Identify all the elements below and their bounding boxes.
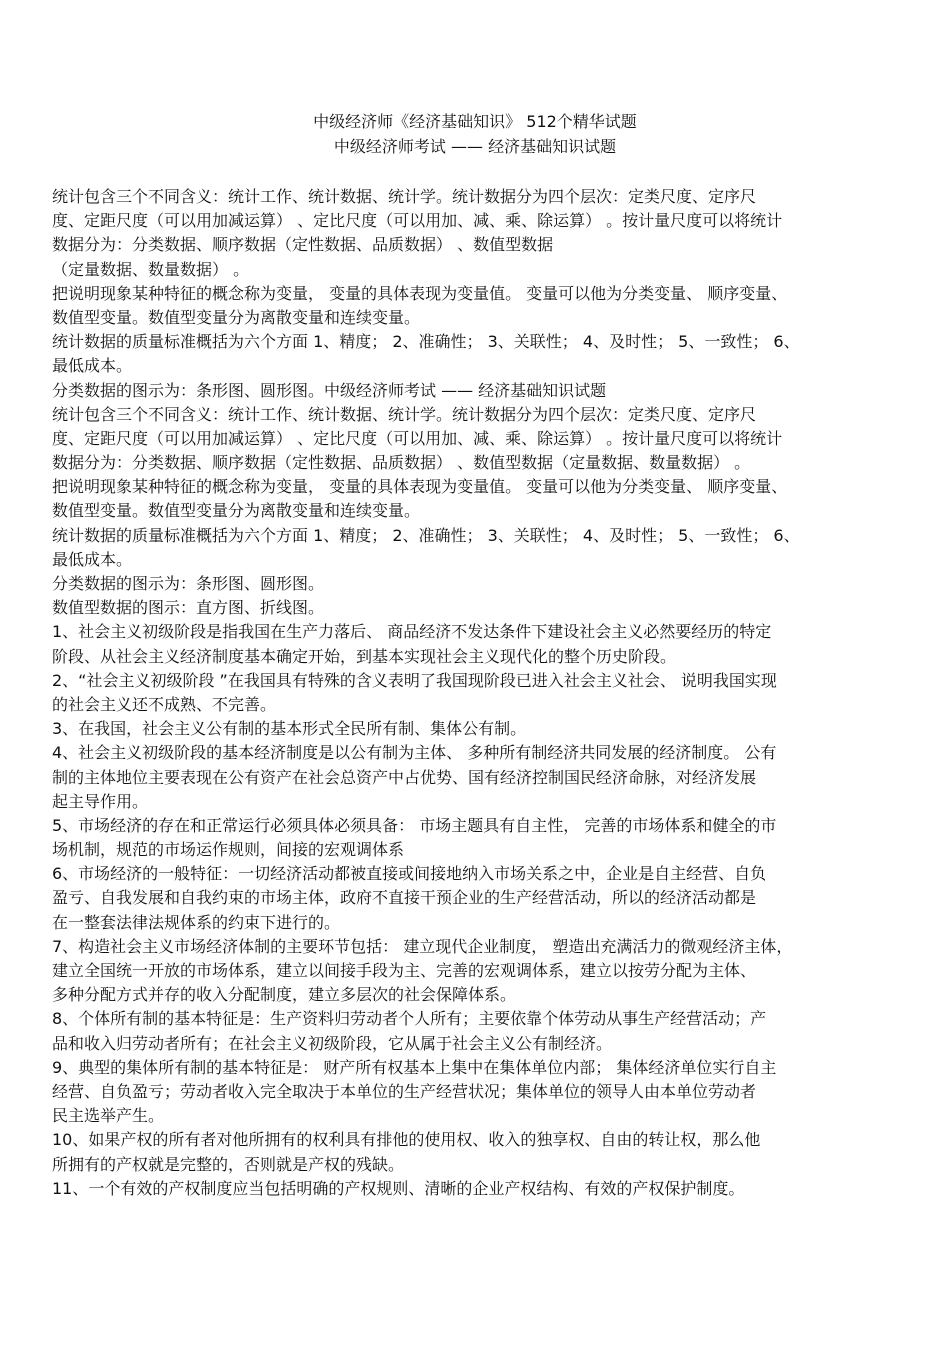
text-line: 4、社会主义初级阶段的基本经济制度是以公有制为主体、 多种所有制经济共同发展的经济制度。 公有 xyxy=(52,743,777,763)
text-line: 最低成本。 xyxy=(52,356,133,376)
text-line: 统计包含三个不同含义：统计工作、统计数据、统计学。统计数据分为四个层次：定类尺度、定序尺 xyxy=(52,187,757,206)
text-line: 的社会主义还不成熟、不完善。 xyxy=(52,694,277,714)
text-line: 2、“社会主义初级阶段 ”在我国具有特殊的含义表明了我国现阶段已进入社会主义社会、 说明我国实现 xyxy=(52,670,777,690)
text-line: 7、构造社会主义市场经济体制的主要环节包括： 建立现代企业制度， 塑造出充满活力的微观经济主体， xyxy=(52,936,793,956)
text-line: 数据分为：分类数据、顺序数据（定性数据、品质数据） 、数值型数据（定量数据、数量数据） 。 xyxy=(52,453,751,473)
text-line: 多种分配方式并存的收入分配制度，建立多层次的社会保障体系。 xyxy=(52,985,517,1005)
text-line: （定量数据、数量数据） 。 xyxy=(52,259,250,279)
text-line: 盈亏、自我发展和自我约束的市场主体，政府不直接干预企业的生产经营活动，所以的经济活动都是 xyxy=(52,888,757,908)
text-line: 11、一个有效的产权制度应当包括明确的产权规则、清晰的企业产权结构、有效的产权保护制度。 xyxy=(52,1178,745,1198)
text-line: 统计包含三个不同含义：统计工作、统计数据、统计学。统计数据分为四个层次：定类尺度、定序尺 xyxy=(52,404,757,424)
text-line: 数值型变量。数值型变量分为离散变量和连续变量。 xyxy=(52,501,421,521)
document-subtitle: 中级经济师考试 —— 经济基础知识试题 xyxy=(333,137,617,156)
text-line: 把说明现象某种特征的概念称为变量， 变量的具体表现为变量值。 变量可以他为分类变量、 顺序变量、 xyxy=(52,283,788,303)
text-line: 所拥有的产权就是完整的，否则就是产权的残缺。 xyxy=(52,1154,405,1174)
text-line: 度、定距尺度（可以用加减运算） 、定比尺度（可以用加、减、乘、除运算） 。按计量尺度可以将统计 xyxy=(52,428,783,448)
text-line: 民主选举产生。 xyxy=(52,1106,165,1126)
text-line: 场机制，规范的市场运作规则，间接的宏观调体系 xyxy=(52,840,405,860)
text-line: 品和收入归劳动者所有；在社会主义初级阶段，它从属于社会主义公有制经济。 xyxy=(52,1033,613,1053)
text-line: 度、定距尺度（可以用加减运算） 、定比尺度（可以用加、减、乘、除运算） 。按计量尺度可以将统计 xyxy=(52,211,783,231)
text-line: 5、市场经济的存在和正常运行必须具体必须具备： 市场主题具有自主性， 完善的市场体系和健全的市 xyxy=(52,815,777,835)
text-line: 经营、自负盈亏；劳动者收入完全取决于本单位的生产经营状况；集体单位的领导人由本单位劳动者 xyxy=(52,1081,757,1101)
text-line: 6、市场经济的一般特征：一切经济活动都被直接或间接地纳入市场关系之中，企业是自主经营、自负 xyxy=(52,864,767,884)
text-line: 把说明现象某种特征的概念称为变量， 变量的具体表现为变量值。 变量可以他为分类变量、 顺序变量、 xyxy=(52,477,788,497)
text-line: 统计数据的质量标准概括为六个方面 1、精度； 2、准确性； 3、关联性； 4、及时性； 5、一致性； 6、 xyxy=(52,525,800,545)
text-line: 建立全国统一开放的市场体系，建立以间接手段为主、完善的宏观调体系，建立以按劳分配为主体、 xyxy=(52,961,757,980)
text-line: 起主导作用。 xyxy=(52,791,149,811)
text-line: 数值型变量。数值型变量分为离散变量和连续变量。 xyxy=(52,307,421,327)
text-line: 最低成本。 xyxy=(52,549,133,569)
text-line: 分类数据的图示为：条形图、圆形图。中级经济师考试 —— 经济基础知识试题 xyxy=(52,380,607,400)
text-line: 数据分为：分类数据、顺序数据（定性数据、品质数据） 、数值型数据 xyxy=(52,235,554,255)
text-line: 数值型数据的图示：直方图、折线图。 xyxy=(52,598,325,618)
text-line: 8、个体所有制的基本特征是：生产资料归劳动者个人所有；主要依靠个体劳动从事生产经营活动；产 xyxy=(52,1009,767,1029)
text-line: 阶段、从社会主义经济制度基本确定开始，到基本实现社会主义现代化的整个历史阶段。 xyxy=(52,646,677,666)
document-title: 中级经济师《经济基础知识》 512个精华试题 xyxy=(313,112,637,131)
text-line: 1、社会主义初级阶段是指我国在生产力落后、 商品经济不发达条件下建设社会主义必然要经历的特定 xyxy=(52,622,772,642)
text-line: 9、典型的集体所有制的基本特征是： 财产所有权基本上集中在集体单位内部； 集体经济单位实行自主 xyxy=(52,1057,777,1077)
text-line: 3、在我国，社会主义公有制的基本形式全民所有制、集体公有制。 xyxy=(52,719,527,739)
text-line: 在一整套法律法规体系的约束下进行的。 xyxy=(52,912,341,932)
text-line: 分类数据的图示为：条形图、圆形图。 xyxy=(52,574,325,593)
text-line: 制的主体地位主要表现在公有资产在社会总资产中占优势、国有经济控制国民经济命脉，对经济发展 xyxy=(52,767,757,787)
document-body xyxy=(52,185,902,1201)
text-line: 统计数据的质量标准概括为六个方面 1、精度； 2、准确性； 3、关联性； 4、及时性； 5、一致性； 6、 xyxy=(52,332,800,352)
text-line: 10、如果产权的所有者对他所拥有的权利具有排他的使用权、收入的独享权、自由的转让权，那么他 xyxy=(52,1130,761,1150)
